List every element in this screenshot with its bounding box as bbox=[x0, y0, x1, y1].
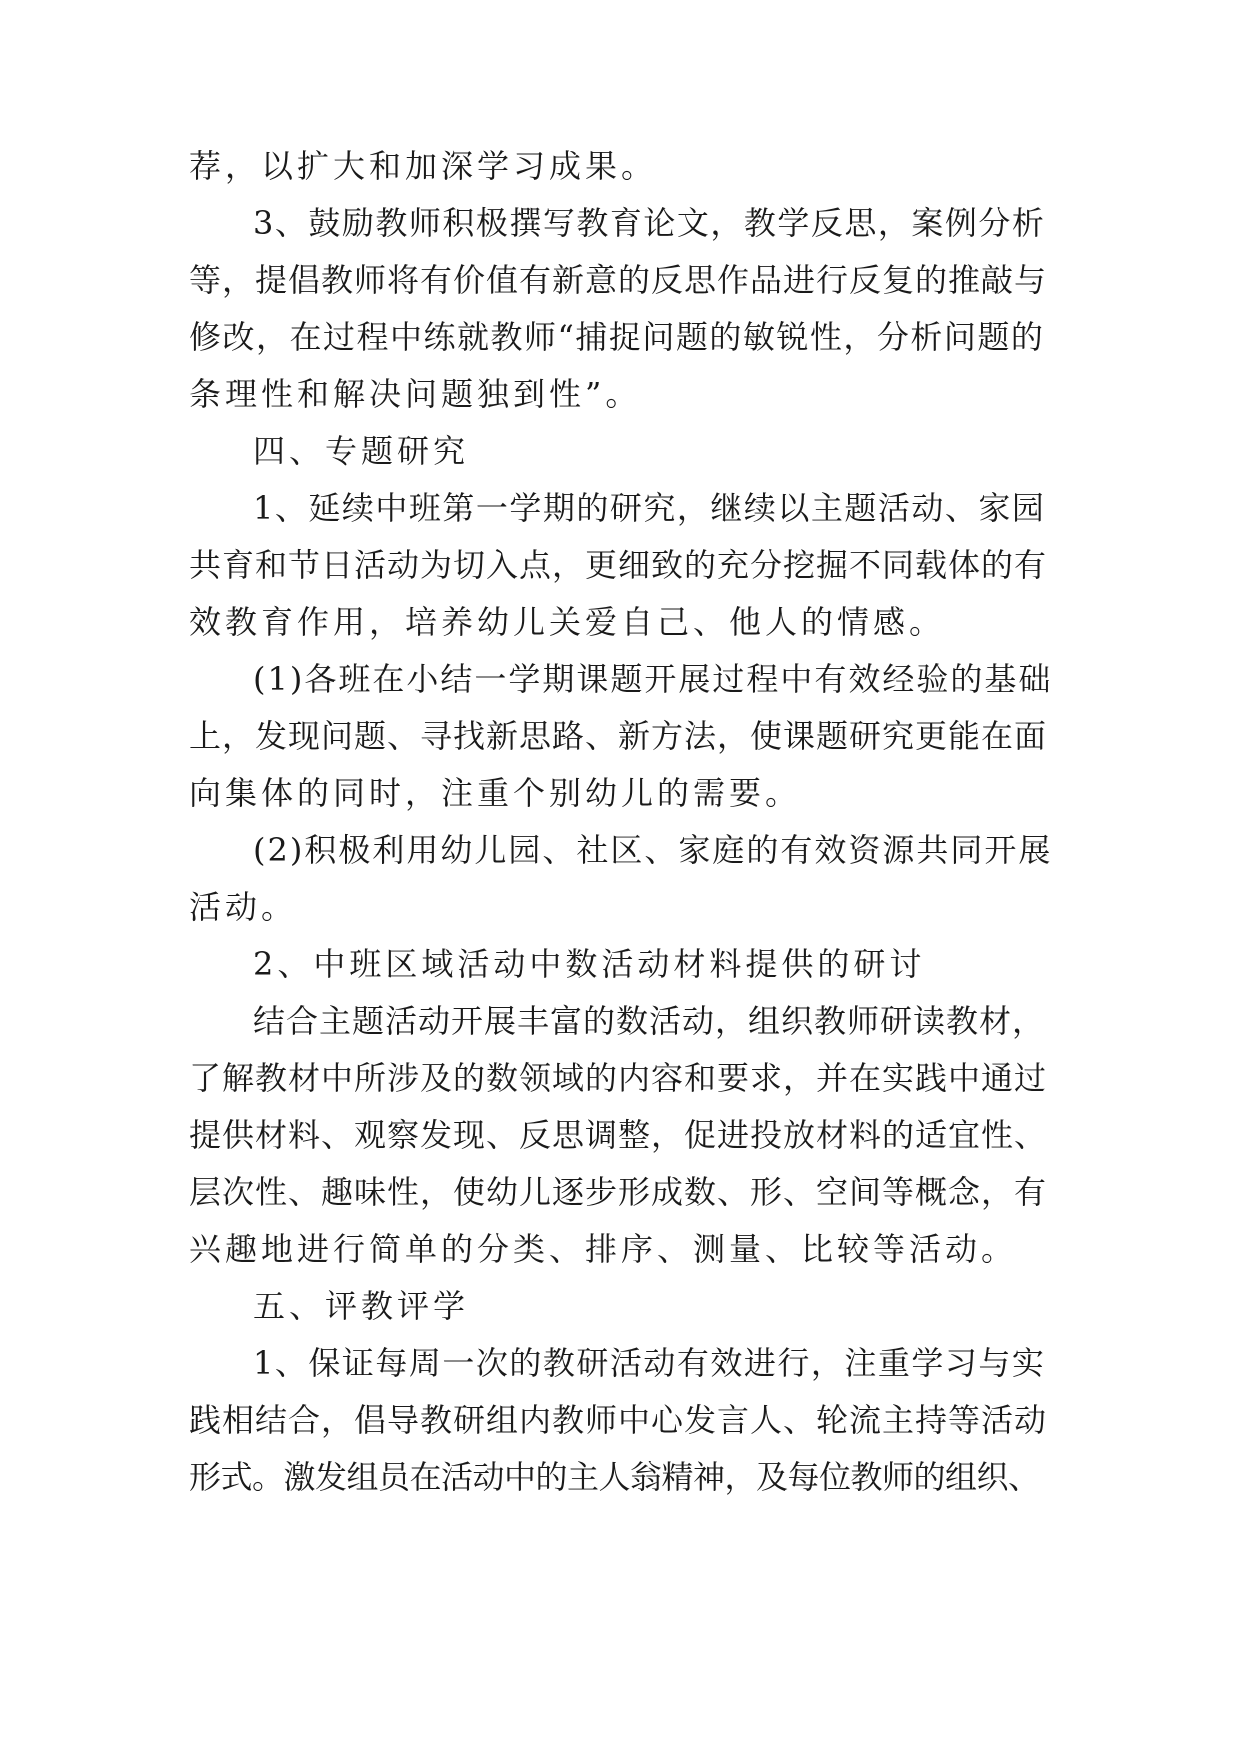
text-line: 荐，以扩大和加深学习成果。 bbox=[189, 147, 658, 185]
text-line: 了解教材中所涉及的数领域的内容和要求，并在实践中通过 bbox=[189, 1059, 1048, 1097]
text-line: (2)积极利用幼儿园、社区、家庭的有效资源共同开展 bbox=[253, 831, 1053, 869]
text-line: 修改，在过程中练就教师“捕捉问题的敏锐性，分析问题的 bbox=[189, 318, 1045, 356]
text-line: 结合主题活动开展丰富的数活动，组织教师研读教材， bbox=[253, 1002, 1046, 1040]
text-line: 共育和节日活动为切入点，更细致的充分挖掘不同载体的有 bbox=[189, 546, 1048, 584]
text-line: 提供材料、观察发现、反思调整，促进投放材料的适宜性、 bbox=[189, 1116, 1048, 1154]
section-heading: 五、评教评学 bbox=[253, 1287, 470, 1325]
text-line: (1)各班在小结一学期课题开展过程中有效经验的基础 bbox=[253, 660, 1053, 698]
text-line: 1、保证每周一次的教研活动有效进行，注重学习与实 bbox=[253, 1344, 1046, 1382]
section-heading: 四、专题研究 bbox=[253, 432, 470, 470]
text-line: 兴趣地进行简单的分类、排序、测量、比较等活动。 bbox=[189, 1230, 1018, 1268]
text-line: 等，提倡教师将有价值有新意的反思作品进行反复的推敲与 bbox=[189, 261, 1048, 299]
text-line: 形式。激发组员在活动中的主人翁精神，及每位教师的组织、 bbox=[189, 1458, 1040, 1496]
text-line: 上，发现问题、寻找新思路、新方法，使课题研究更能在面 bbox=[189, 717, 1048, 755]
text-line: 层次性、趣味性，使幼儿逐步形成数、形、空间等概念，有 bbox=[189, 1173, 1048, 1211]
text-line: 2、中班区域活动中数活动材料提供的研讨 bbox=[253, 945, 926, 983]
text-line: 1、延续中班第一学期的研究，继续以主题活动、家园 bbox=[253, 489, 1046, 527]
text-line: 条理性和解决问题独到性”。 bbox=[189, 375, 642, 413]
text-line: 效教育作用，培养幼儿关爱自己、他人的情感。 bbox=[189, 603, 946, 641]
text-line: 3、鼓励教师积极撰写教育论文，教学反思，案例分析 bbox=[253, 204, 1046, 242]
text-line: 践相结合，倡导教研组内教师中心发言人、轮流主持等活动 bbox=[189, 1401, 1048, 1439]
text-line: 向集体的同时，注重个别幼儿的需要。 bbox=[189, 774, 802, 812]
text-line: 活动。 bbox=[189, 888, 298, 926]
